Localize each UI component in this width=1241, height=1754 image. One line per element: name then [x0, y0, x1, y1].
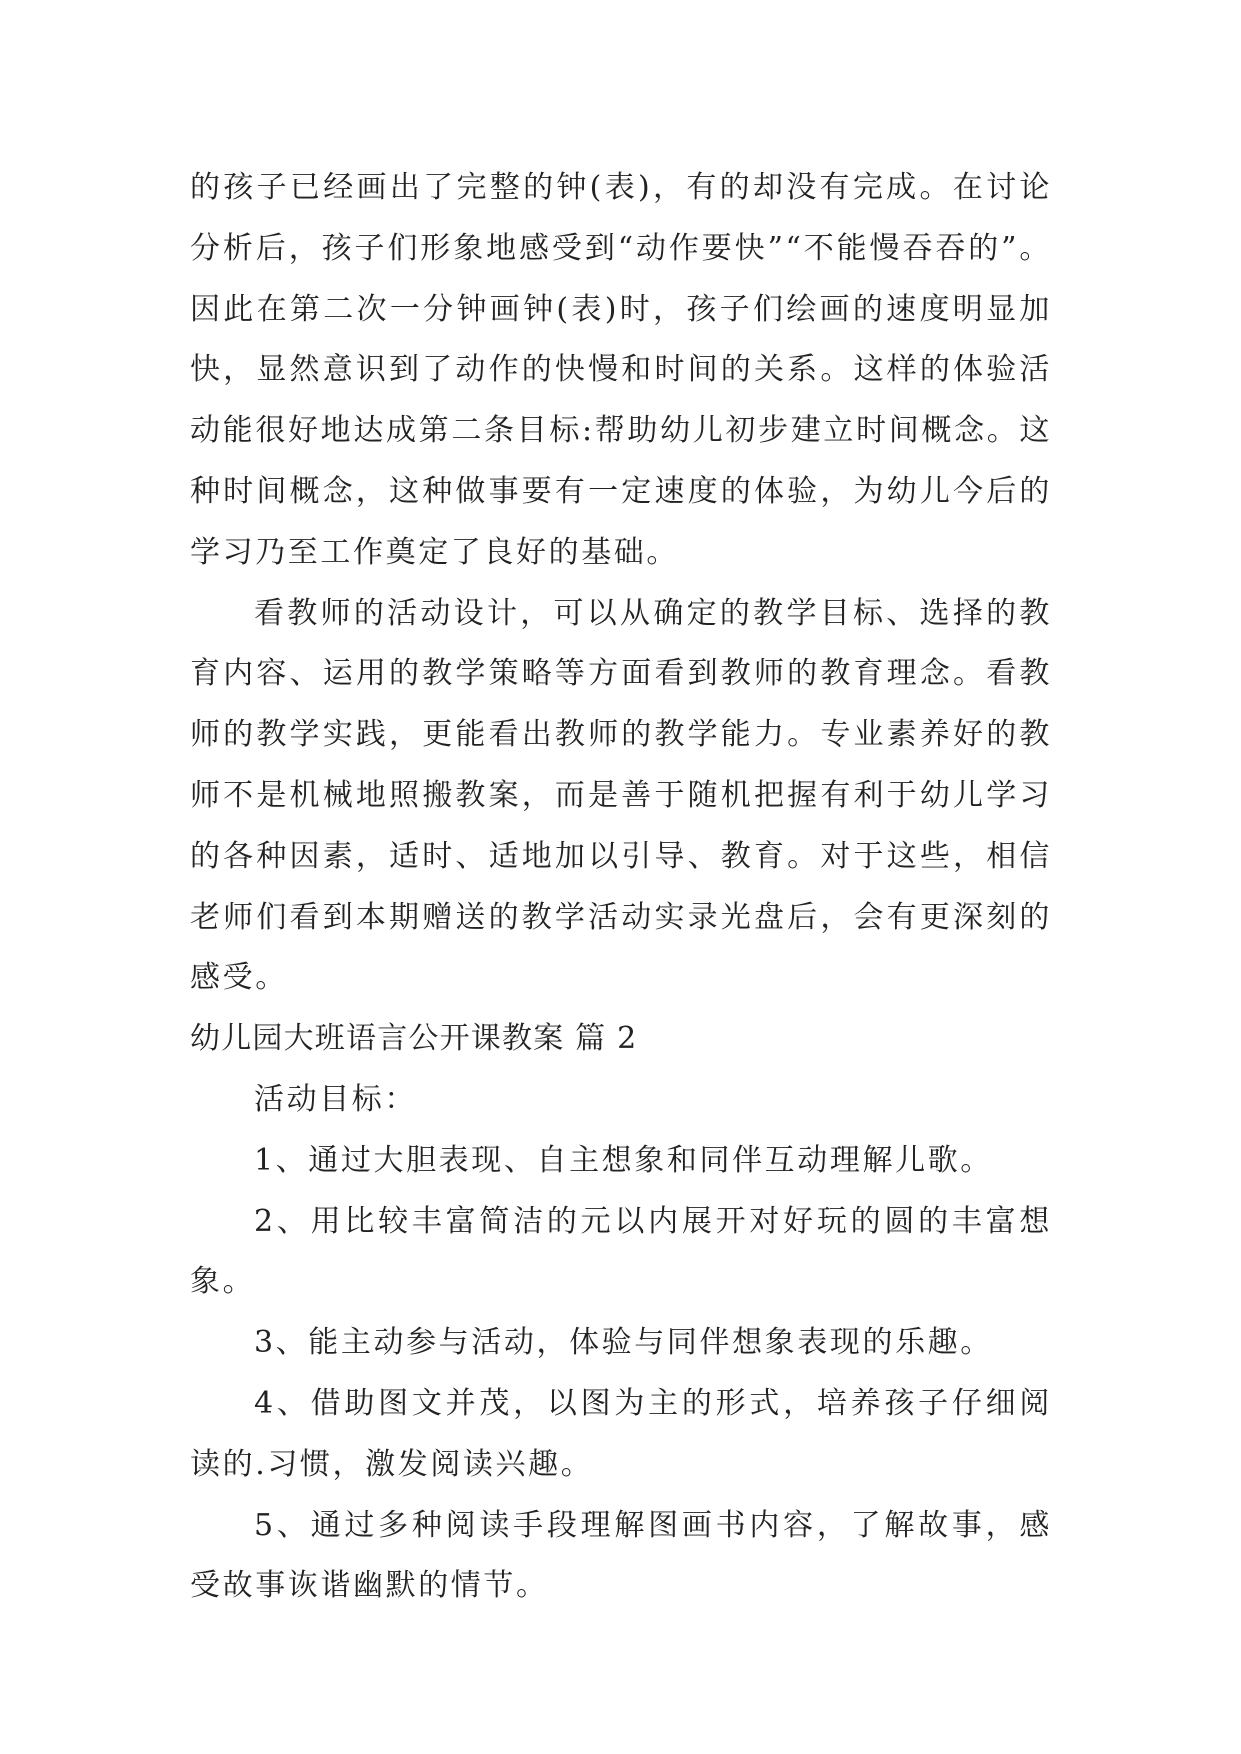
- paragraph-teacher-design: 看教师的活动设计，可以从确定的教学目标、选择的教育内容、运用的教学策略等方面看到教师的教育理念。看教师的教学实践，更能看出教师的教学能力。专业素养好的教师不是机械地照搬教案，而是善于随机把握有利于幼儿学习的各种因素，适时、适地加以引导、教育。对于这些，相信老师们看到本期赠送的教学活动实录光盘后，会有更深刻的感受。: [190, 595, 1052, 996]
- objective-item-2: 2、用比较丰富简洁的元以内展开对好玩的圆的丰富想象。: [190, 1203, 1052, 1300]
- objective-item-1: 1、通过大胆表现、自主想象和同伴互动理解儿歌。: [254, 1142, 993, 1178]
- objective-item-3: 3、能主动参与活动，体验与同伴想象表现的乐趣。: [254, 1325, 993, 1361]
- section-heading: 幼儿园大班语言公开课教案 篇 2: [190, 1021, 638, 1057]
- objectives-title: 活动目标：: [254, 1081, 417, 1117]
- document-body: [190, 158, 1052, 1617]
- objective-item-5: 5、通过多种阅读手段理解图画书内容，了解故事，感受故事诙谐幽默的情节。: [190, 1507, 1052, 1604]
- paragraph-continuation: 的孩子已经画出了完整的钟(表)，有的却没有完成。在讨论分析后，孩子们形象地感受到“动作要快”“不能慢吞吞的”。因此在第二次一分钟画钟(表)时，孩子们绘画的速度明显加快，显然意识到了动作的快慢和时间的关系。这样的体验活动能很好地达成第二条目标:帮助幼儿初步建立时间概念。这种时间概念，这种做事要有一定速度的体验，为幼儿今后的学习乃至工作奠定了良好的基础。: [190, 170, 1052, 570]
- objective-item-4: 4、借助图文并茂，以图为主的形式，培养孩子仔细阅读的.习惯，激发阅读兴趣。: [190, 1385, 1052, 1482]
